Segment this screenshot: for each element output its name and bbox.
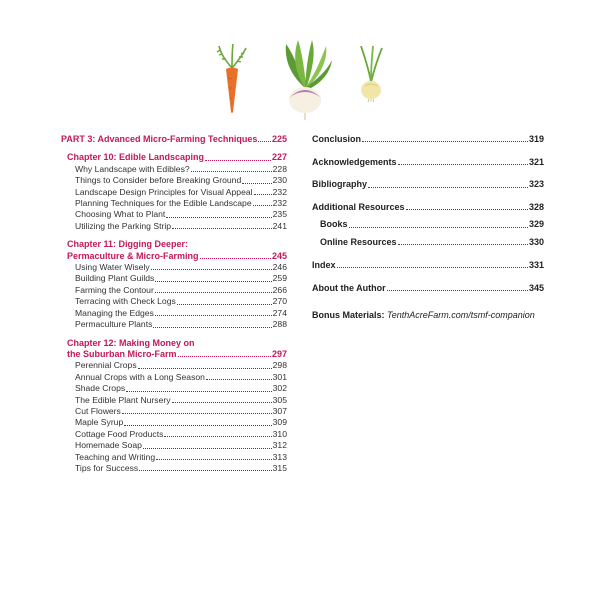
toc-page-number: 330 [528, 236, 544, 247]
toc-section-title: Things to Consider before Breaking Ground [75, 175, 242, 186]
toc-section-title: Building Plant Guilds [75, 273, 155, 284]
toc-entry-bibliography[interactable] [312, 179, 544, 190]
dot-leader [206, 378, 272, 380]
toc-page-number: 345 [528, 282, 544, 293]
dot-leader [122, 412, 272, 414]
toc-page-number: 259 [272, 273, 287, 284]
dot-leader [258, 140, 271, 142]
toc-section-entry[interactable] [75, 372, 287, 383]
toc-section-entry[interactable] [75, 406, 287, 417]
carrot-icon [215, 44, 249, 114]
bonus-materials [312, 310, 544, 320]
dot-leader [155, 280, 271, 282]
toc-entry-title: Bibliography [312, 179, 368, 190]
dot-leader [406, 208, 528, 210]
dot-leader [254, 193, 272, 195]
toc-chapter-title: Chapter 10: Edible Landscaping [67, 152, 205, 163]
toc-chapter-entry[interactable] [67, 349, 287, 360]
toc-page-number: 307 [272, 405, 287, 416]
toc-page-number: 310 [272, 428, 287, 439]
toc-page-number: 227 [271, 152, 287, 163]
dot-leader [151, 268, 272, 270]
dot-leader [398, 163, 528, 165]
toc-section-entry[interactable] [75, 440, 287, 451]
toc-section-title: Homemade Soap [75, 440, 142, 451]
toc-entry-title: Books [320, 219, 348, 230]
toc-entry-conclusion[interactable] [312, 134, 544, 145]
toc-section-entry[interactable] [75, 452, 287, 463]
toc-section-title: Perennial Crops [75, 360, 137, 371]
toc-section-entry[interactable] [75, 273, 287, 284]
toc-page-number: 266 [272, 284, 287, 295]
toc-section-title: Managing the Edges [75, 307, 154, 318]
toc-section-entry[interactable] [75, 360, 287, 371]
dot-leader [253, 204, 272, 206]
toc-page-number: 323 [528, 179, 544, 190]
toc-entry-index[interactable] [312, 260, 544, 271]
toc-section-entry[interactable] [75, 463, 287, 474]
toc-page-number: 331 [528, 260, 544, 270]
toc-chapter-entry[interactable] [67, 152, 287, 163]
toc-page-number: 235 [272, 209, 287, 220]
toc-section-title: Teaching and Writing [75, 451, 156, 462]
toc-page-number: 302 [272, 383, 287, 394]
toc-entry-title: Conclusion [312, 134, 361, 144]
toc-entry-title: Online Resources [320, 236, 397, 247]
toc-section-entry[interactable] [75, 285, 287, 296]
toc-entry-title: About the Author [312, 282, 386, 293]
dot-leader [178, 355, 271, 357]
toc-page-number: 225 [271, 134, 287, 144]
dot-leader [143, 447, 272, 449]
dot-leader [172, 227, 272, 229]
toc-page-number: 321 [528, 156, 544, 167]
toc-section-title: Choosing What to Plant [75, 209, 166, 220]
dot-leader [200, 257, 271, 259]
toc-section-entry[interactable] [75, 319, 287, 330]
toc-entry-acknowledgements[interactable] [312, 157, 544, 168]
dot-leader [177, 303, 272, 305]
toc-section-title: Permaculture Plants [75, 319, 153, 330]
toc-section-entry[interactable] [75, 221, 287, 232]
dot-leader [349, 226, 528, 228]
toc-page-number: 319 [528, 134, 544, 144]
toc-part-entry[interactable] [61, 134, 287, 145]
dot-leader [138, 367, 272, 369]
dot-leader [139, 469, 271, 471]
toc-section-title: Landscape Design Principles for Visual Appeal [75, 186, 253, 197]
toc-page-number: 245 [271, 250, 287, 261]
toc-left-column [61, 134, 287, 481]
toc-chapter-title: Permaculture & Micro-Farming [67, 250, 199, 261]
toc-page-number: 328 [528, 201, 544, 212]
toc-page-number: 297 [271, 348, 287, 359]
toc-section-title: Utilizing the Parking Strip [75, 220, 172, 231]
toc-section-title: Cut Flowers [75, 405, 121, 416]
toc-section-entry[interactable] [75, 262, 287, 273]
onion-icon [355, 46, 387, 102]
toc-page-number: 241 [272, 220, 287, 231]
dot-leader [153, 326, 271, 328]
toc-section-title: Planning Techniques for the Edible Landscape [75, 198, 252, 209]
dot-leader [387, 289, 528, 291]
toc-chapter-entry[interactable] [67, 251, 287, 262]
toc-section-title: Cottage Food Products [75, 428, 164, 439]
toc-section-entry[interactable] [75, 164, 287, 175]
toc-section-entry[interactable] [75, 383, 287, 394]
toc-entry-title: Acknowledgements [312, 156, 397, 167]
toc-section-title: Annual Crops with a Long Season [75, 371, 205, 382]
toc-page-number: 288 [272, 319, 287, 330]
dot-leader [155, 291, 272, 293]
toc-part-title: PART 3: Advanced Micro-Farming Techniques [61, 134, 258, 144]
toc-section-entry[interactable] [75, 429, 287, 440]
toc-page-number: 230 [272, 175, 287, 186]
toc-page-number: 301 [272, 371, 287, 382]
dot-leader [124, 424, 271, 426]
dot-leader [164, 435, 271, 437]
bonus-link[interactable]: TenthAcreFarm.com/tsmf-companion [387, 310, 535, 320]
dot-leader [191, 170, 272, 172]
dot-leader [166, 216, 271, 218]
toc-section-title: Terracing with Check Logs [75, 296, 176, 307]
toc-section-entry[interactable] [75, 175, 287, 186]
toc-section-entry[interactable] [75, 417, 287, 428]
toc-page-number: 315 [272, 462, 287, 473]
dot-leader [172, 401, 272, 403]
toc-page-number: 313 [272, 451, 287, 462]
dot-leader [368, 186, 528, 188]
toc-page-number: 329 [528, 219, 544, 230]
toc-section-entry[interactable] [75, 296, 287, 307]
toc-section-title: Tips for Success [75, 462, 139, 473]
toc-page-number: 274 [272, 307, 287, 318]
toc-page-number: 232 [272, 198, 287, 209]
toc-chapter-title: the Suburban Micro-Farm [67, 348, 177, 359]
toc-subentry-books[interactable] [320, 219, 544, 230]
toc-chapter-11 [67, 239, 287, 330]
toc-section-entry[interactable] [75, 308, 287, 319]
dot-leader [205, 159, 271, 161]
toc-right-column [312, 134, 544, 320]
dot-leader [155, 314, 272, 316]
toc-page-number: 246 [272, 262, 287, 273]
toc-entry-title: Index [312, 260, 336, 270]
dot-leader [126, 390, 271, 392]
dot-leader [337, 266, 528, 268]
toc-entry-additional-resources[interactable] [312, 202, 544, 213]
toc-section-title: Shade Crops [75, 383, 126, 394]
bonus-label: Bonus Materials: [312, 310, 385, 320]
dot-leader [398, 243, 528, 245]
toc-section-title: Farming the Contour [75, 284, 154, 295]
toc-section-title: The Edible Plant Nursery [75, 394, 171, 405]
turnip-icon [276, 38, 334, 120]
dot-leader [242, 182, 271, 184]
toc-chapter-10 [67, 152, 287, 232]
toc-section-entry[interactable] [75, 198, 287, 209]
toc-page-number: 305 [272, 394, 287, 405]
toc-section-entry[interactable] [75, 187, 287, 198]
toc-chapter-title-line[interactable]: Chapter 11: Digging Deeper: [67, 239, 189, 250]
toc-entry-title: Additional Resources [312, 201, 405, 212]
toc-section-entry[interactable] [75, 395, 287, 406]
toc-chapter-12 [67, 338, 287, 475]
toc-page-number: 270 [272, 296, 287, 307]
toc-subentry-online-resources[interactable] [320, 237, 544, 248]
toc-section-title: Using Water Wisely [75, 262, 150, 273]
toc-page-number: 232 [272, 186, 287, 197]
dot-leader [362, 140, 528, 142]
toc-section-entry[interactable] [75, 209, 287, 220]
toc-entry-about-author[interactable] [312, 283, 544, 294]
toc-section-title: Why Landscape with Edibles? [75, 163, 190, 174]
toc-page-number: 228 [272, 163, 287, 174]
dot-leader [156, 458, 272, 460]
toc-page-number: 298 [272, 360, 287, 371]
toc-chapter-title-line[interactable]: Chapter 12: Making Money on [67, 337, 195, 348]
toc-page-number: 309 [272, 417, 287, 428]
toc-section-title: Maple Syrup [75, 417, 124, 428]
toc-page-number: 312 [272, 440, 287, 451]
